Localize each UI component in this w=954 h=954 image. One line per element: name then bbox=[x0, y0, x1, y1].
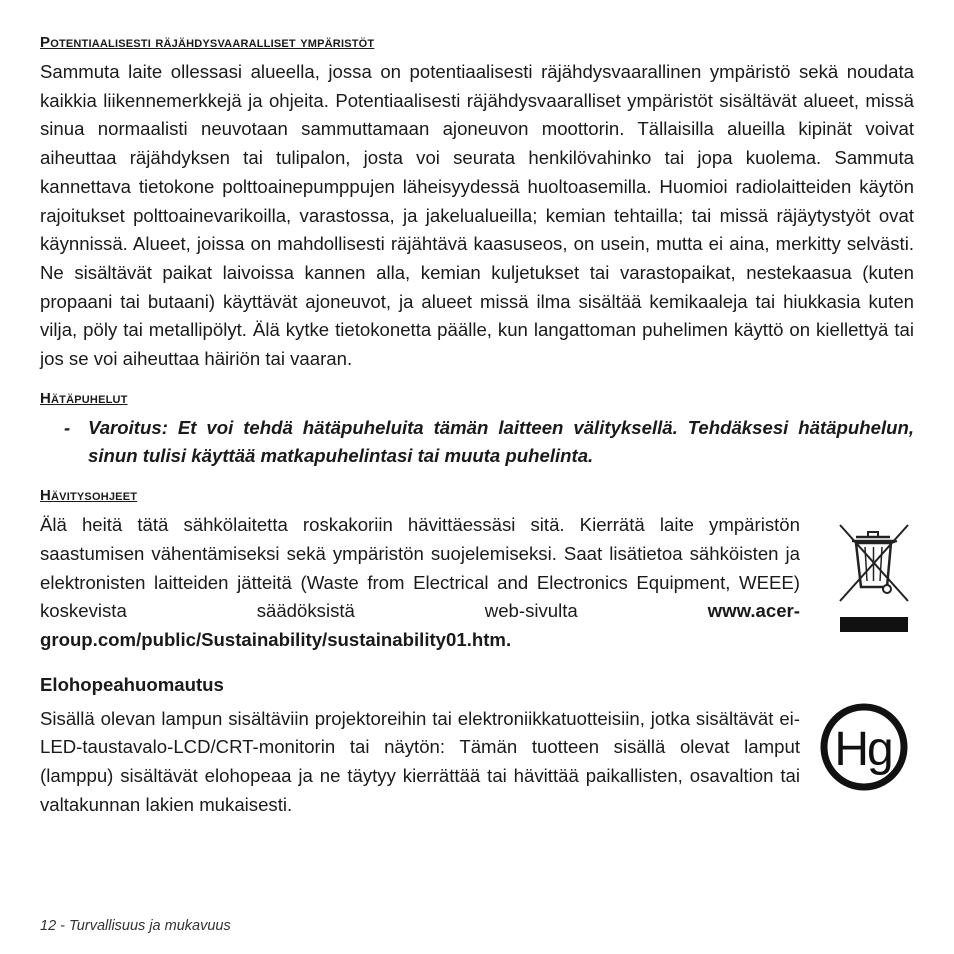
weee-figure bbox=[800, 511, 914, 639]
section-heading-mercury: Elohopeahuomautus bbox=[40, 673, 224, 695]
section-heading-disposal: Hävitysohjeet bbox=[40, 487, 138, 505]
mercury-row bbox=[40, 705, 914, 820]
page-footer: 12 - Turvallisuus ja mukavuus bbox=[40, 918, 231, 934]
section-heading-emergency-calls: Hätäpuhelut bbox=[40, 389, 128, 407]
disposal-text: Älä heitä tätä sähkölaitetta roskakoriin hävittäessäsi sitä. Kierrätä laite ympäristön saastumisen vähentämiseksi sekä ympäristön suojelemiseksi. Saat lisätietoa sähköisten ja elektronisten laitteiden jätteitä (Waste from Electrical and Electronics Equipment, WEEE) koskevista säädöksistä web-sivulta bbox=[40, 514, 800, 622]
sustainability-link[interactable]: www.acer-group.com/public/Sustainability/sustainability01.htm. bbox=[40, 600, 800, 650]
warning-item bbox=[40, 414, 914, 471]
crossed-out-wheelie-bin-icon bbox=[834, 521, 914, 639]
page-content bbox=[40, 34, 914, 819]
section-heading-explosive: Potentiaalisesti räjähdysvaaralliset ympäristöt bbox=[40, 34, 375, 51]
warning-text: Varoitus: Et voi tehdä hätäpuheluita tämän laitteen välityksellä. Tehdäksesi hätäpuhelun, sinun tulisi käyttää matkapuhelintasi tai muuta puhelinta. bbox=[88, 416, 914, 467]
paragraph-explosive-environments: Sammuta laite ollessasi alueella, jossa on potentiaalisesti räjähdysvaarallinen ympäristö sekä noudata kaikkia liikennemerkkejä ja ohjeita. Potentiaalisesti räjähdysvaaralliset ympäristöt sisältävät alueet, missä sinua normaalisti neuvotaan sammuttamaan ajoneuvon moottorin. Tällaisilla alueilla kipinät voivat aiheuttaa räjähdyksen tai tulipalon, josta voi seurata henkilövahinko tai jopa kuolema. Sammuta kannettava tietokone polttoainepumppujen läheisyydessä huoltoasemilla. Huomioi radiolaitteiden käytön rajoitukset polttoainevarikoilla, varastossa, ja jakelualueilla; kemian tehtailla; tai missä räjäytystyöt ovat käynnissä. Alueet, joissa on mahdollisesti räjähtävä kaasuseos, on usein, mutta ei aina, merkitty selvästi. Ne sisältävät paikat laivoissa kannen alla, kemian kuljetukset tai varastopaikat, nestekaasua (kuten propaani tai butaani) käyttävät ajoneuvot, ja alueet missä ilma sisältää kemikaaleja tai hiukkasia kuten vilja, pöly tai metallipölyt. Älä kytke tietokonetta päälle, kun langattoman puhelimen käyttö on kiellettyä tai jos se voi aiheuttaa häiriön tai vaaran. bbox=[40, 61, 914, 370]
paragraph-disposal bbox=[40, 511, 800, 655]
bullet-dash: - bbox=[64, 416, 71, 438]
mercury-hg-circle-icon bbox=[818, 701, 910, 793]
paragraph-mercury: Sisällä olevan lampun sisältäviin projektoreihin tai elektroniikkatuotteisiin, jotka sisältävät ei-LED-taustavalo-LCD/CRT-monitorin tai näytön: Tämän tuotteen sisällä olevat lamput (lamppu) sisältävät elohopeaa ja ne täytyy kierrättää tai hävittää paikallisten, osavaltion tai valtakunnan lakien mukaisesti. bbox=[40, 707, 800, 815]
hg-symbol: Hg bbox=[834, 722, 892, 776]
mercury-figure bbox=[800, 705, 914, 793]
disposal-row bbox=[40, 511, 914, 655]
